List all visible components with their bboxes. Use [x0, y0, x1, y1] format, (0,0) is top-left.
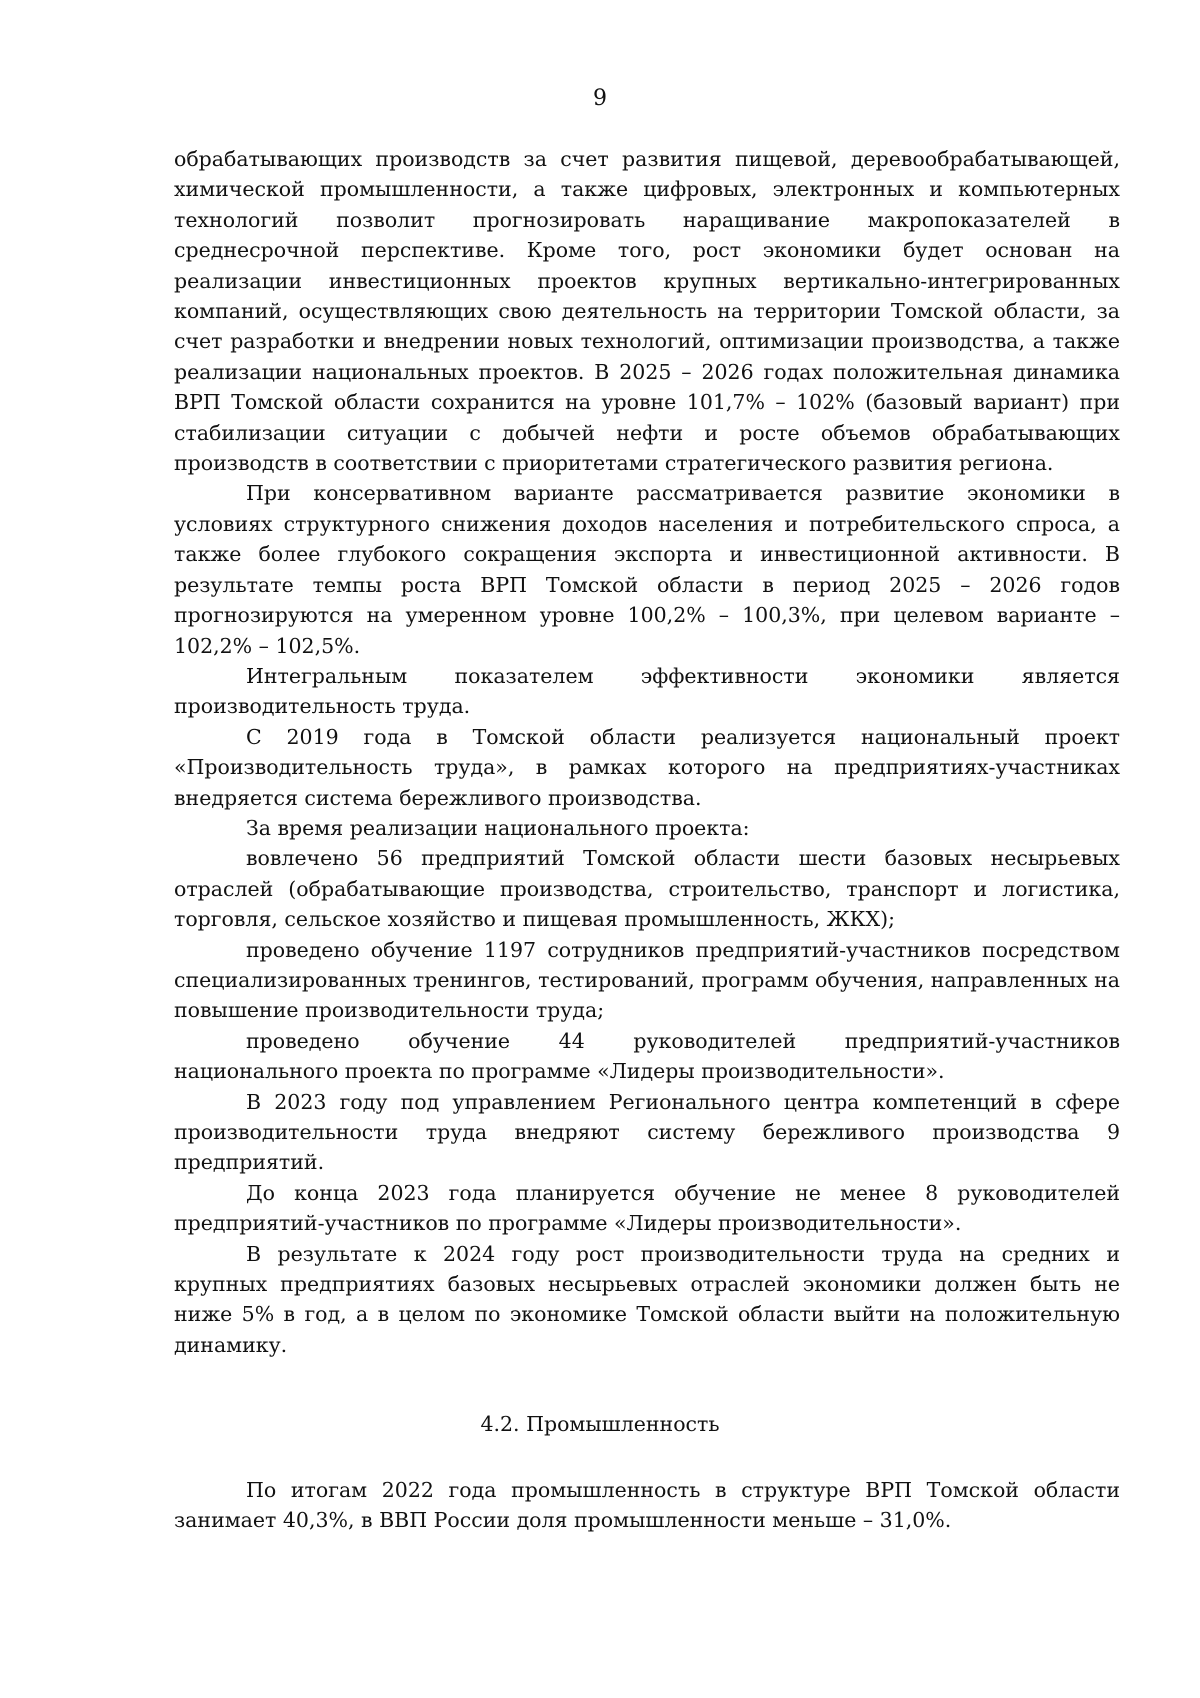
- section-text: [174, 1475, 1120, 1536]
- paragraph-conservative-scenario: При консервативном варианте рассматривается развитие экономики в условиях структурного снижения доходов населения и потребительского спроса, а также более глубокого сокращения экспорта и инвестиционной активности. В результате темпы роста ВРП Томской области в период 2025 – 2026 годов прогнозируются на умеренном уровне 100,2% – 100,3%, при целевом варианте – 102,2% – 102,5%.: [174, 481, 1120, 658]
- paragraph-employees-trained: проведено обучение 1197 сотрудников предприятий-участников посредством специализированных тренингов, тестирований, программ обучения, направленных на повышение производительности труда;: [174, 937, 1120, 1023]
- paragraph-national-project: С 2019 года в Томской области реализуется национальный проект «Производительность труда», в рамках которого на предприятиях-участниках внедряется система бережливого производства.: [174, 724, 1120, 810]
- paragraph-enterprises-involved: вовлечено 56 предприятий Томской области шести базовых несырьевых отраслей (обрабатывающие производства, строительство, транспорт и логистика, торговля, сельское хозяйство и пищевая промышленность, ЖКХ);: [174, 846, 1120, 932]
- paragraph-2023-implementation: В 2023 году под управлением Регионального центра компетенций в сфере производительности труда внедряют систему бережливого производства 9 предприятий.: [174, 1089, 1120, 1175]
- paragraph-industry-share: По итогам 2022 года промышленность в структуре ВРП Томской области занимает 40,3%, в ВВП России доля промышленности меньше – 31,0%.: [174, 1478, 1120, 1533]
- paragraph-results-intro: За время реализации национального проекта:: [246, 815, 750, 840]
- page-number: 9: [593, 86, 607, 111]
- paragraph-integral-indicator: Интегральным показателем эффективности экономики является производительность труда.: [174, 663, 1120, 719]
- body-text: [174, 144, 1120, 1360]
- paragraph-continuation: обрабатывающих производств за счет развития пищевой, деревообрабатывающей, химической промышленности, а также цифровых, электронных и компьютерных технологий позволит прогнозировать наращивание макропоказателей в среднесрочной перспективе. Кроме того, рост экономики будет основан на реализации инвестиционных проектов крупных вертикально-интегрированных компаний, осуществляющих свою деятельность на территории Томской области, за счет разработки и внедрении новых технологий, оптимизации производства, а также реализации национальных проектов. В 2025 – 2026 годах положительная динамика ВРП Томской области сохранится на уровне 101,7% – 102% (базовый вариант) при стабилизации ситуации с добычей нефти и росте объемов обрабатывающих производств в соответствии с приоритетами стратегического развития региона.: [174, 147, 1120, 476]
- paragraph-2024-target: В результате к 2024 году рост производительности труда на средних и крупных предприятиях базовых несырьевых отраслей экономики должен быть не ниже 5% в год, а в целом по экономике Томской области выйти на положительную динамику.: [174, 1241, 1120, 1357]
- section-heading: 4.2. Промышленность: [480, 1412, 720, 1436]
- paragraph-leaders-trained: проведено обучение 44 руководителей предприятий-участников национального проекта по программе «Лидеры производительности».: [174, 1028, 1120, 1084]
- paragraph-2023-training-plan: До конца 2023 года планируется обучение не менее 8 руководителей предприятий-участников по программе «Лидеры производительности».: [174, 1180, 1120, 1236]
